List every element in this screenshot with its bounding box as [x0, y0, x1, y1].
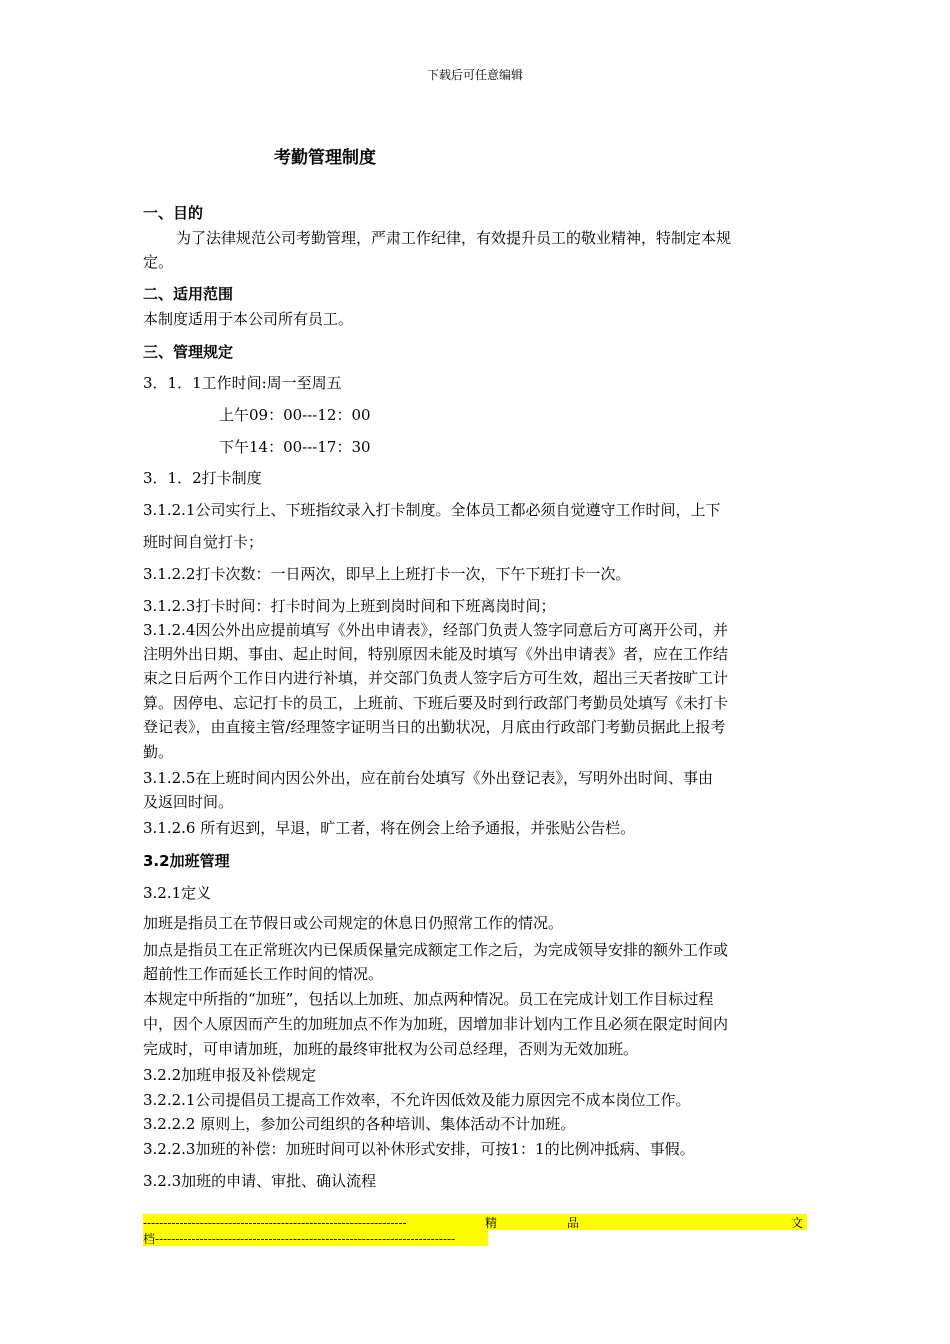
definition-line: 超前性工作而延长工作时间的情况。 [143, 965, 384, 983]
clause-3-1-2-4-cont: 注明外出日期、事由、起止时间，特别原因未能及时填写《外出申请表》者，应在工作结 [143, 645, 729, 663]
heading-rules: 三、管理规定 [143, 343, 234, 361]
heading-scope: 二、适用范围 [143, 285, 234, 303]
clause-3-1-2-4: 3.1.2.4因公外出应提前填写《外出申请表》，经部门负责人签字同意后方可离开公司，并 [143, 621, 728, 639]
definition-line: 加点是指员工在正常班次内已保质保量完成额定工作之后，为完成领导安排的额外工作或 [143, 941, 729, 959]
clause-3-1-2-3: 3.1.2.3打卡时间：打卡时间为上班到岗时间和下班离岗时间； [143, 597, 556, 615]
clause-3-1-2-4-cont: 登记表》，由直接主管/经理签字证明当日的出勤状况，月底由行政部门考勤员据此上报考 [143, 718, 726, 736]
header-note: 下载后可任意编辑 [426, 68, 523, 82]
definition-line: 加班是指员工在节假日或公司规定的休息日仍照常工作的情况。 [143, 914, 564, 932]
clause-3-2-1: 3.2.1定义 [143, 884, 212, 902]
definition-line: 本规定中所指的“加班”，包括以上加班、加点两种情况。员工在完成计划工作目标过程 [143, 990, 714, 1008]
clause-3-1-1: 3．1．1工作时间:周一至周五 [143, 374, 342, 392]
footer-char: 精 [485, 1216, 498, 1230]
purpose-text-line: 为了法律规范公司考勤管理，严肃工作纪律，有效提升员工的敬业精神，特制定本规 [176, 229, 732, 247]
work-hours-am: 上午09：00---12：00 [219, 406, 371, 424]
definition-line: 中，因个人原因而产生的加班加点不作为加班，因增加非计划内工作且必须在限定时间内 [143, 1015, 729, 1033]
clause-3-1-2-1: 3.1.2.1公司实行上、下班指纹录入打卡制度。全体员工都必须自觉遵守工作时间，上下 [143, 501, 721, 519]
clause-3-1-2-4-cont: 算。因停电、忘记打卡的员工，上班前、下班后要及时到行政部门考勤员处填写《未打卡 [143, 694, 729, 712]
footer-dashes: -------------------------------------------------------------------------- [155, 1232, 456, 1246]
work-hours-pm: 下午14：00---17：30 [219, 438, 371, 456]
clause-3-2-3: 3.2.3加班的申请、审批、确认流程 [143, 1172, 377, 1190]
clause-3-1-2-6: 3.1.2.6 所有迟到，早退，旷工者，将在例会上给予通报，并张贴公告栏。 [143, 819, 636, 837]
clause-3-2-2-2: 3.2.2.2 原则上，参加公司组织的各种培训、集体活动不计加班。 [143, 1115, 576, 1133]
purpose-text-line: 定。 [143, 253, 174, 271]
footer-char: 文 [791, 1216, 804, 1230]
clause-3-1-2-4-cont: 束之日后两个工作日内进行补填，并交部门负责人签字后方可生效，超出三天者按旷工计 [143, 669, 729, 687]
clause-3-1-2-1-cont: 班时间自觉打卡； [143, 533, 264, 551]
clause-3-1-2-5-cont: 及返回时间。 [143, 793, 234, 811]
clause-3-1-2-4-cont: 勤。 [143, 743, 174, 761]
footer-char: 品 [567, 1216, 580, 1230]
definition-line: 完成时，可申请加班，加班的最终审批权为公司总经理，否则为无效加班。 [143, 1040, 639, 1058]
footer-char: 档 [143, 1232, 156, 1246]
clause-3-1-2-5: 3.1.2.5在上班时间内因公外出，应在前台处填写《外出登记表》，写明外出时间、事由 [143, 769, 713, 787]
clause-3-2-2-1: 3.2.2.1公司提倡员工提高工作效率，不允许因低效及能力原因完不成本岗位工作。 [143, 1091, 691, 1109]
heading-3-2: 3.2加班管理 [143, 852, 230, 870]
footer-dashes: ----------------------------------------------------------------- [143, 1216, 407, 1230]
page-title: 考勤管理制度 [274, 148, 376, 168]
clause-3-2-2-3: 3.2.2.3加班的补偿：加班时间可以补休形式安排，可按1：1的比例冲抵病、事假。 [143, 1140, 695, 1158]
footer-watermark-banner [143, 1214, 807, 1246]
clause-3-1-2: 3．1．2打卡制度 [143, 469, 262, 487]
heading-purpose: 一、目的 [143, 204, 204, 222]
clause-3-2-2: 3.2.2加班申报及补偿规定 [143, 1066, 317, 1084]
clause-3-1-2-2: 3.1.2.2打卡次数：一日两次，即早上上班打卡一次，下午下班打卡一次。 [143, 565, 631, 583]
scope-text: 本制度适用于本公司所有员工。 [143, 310, 354, 328]
